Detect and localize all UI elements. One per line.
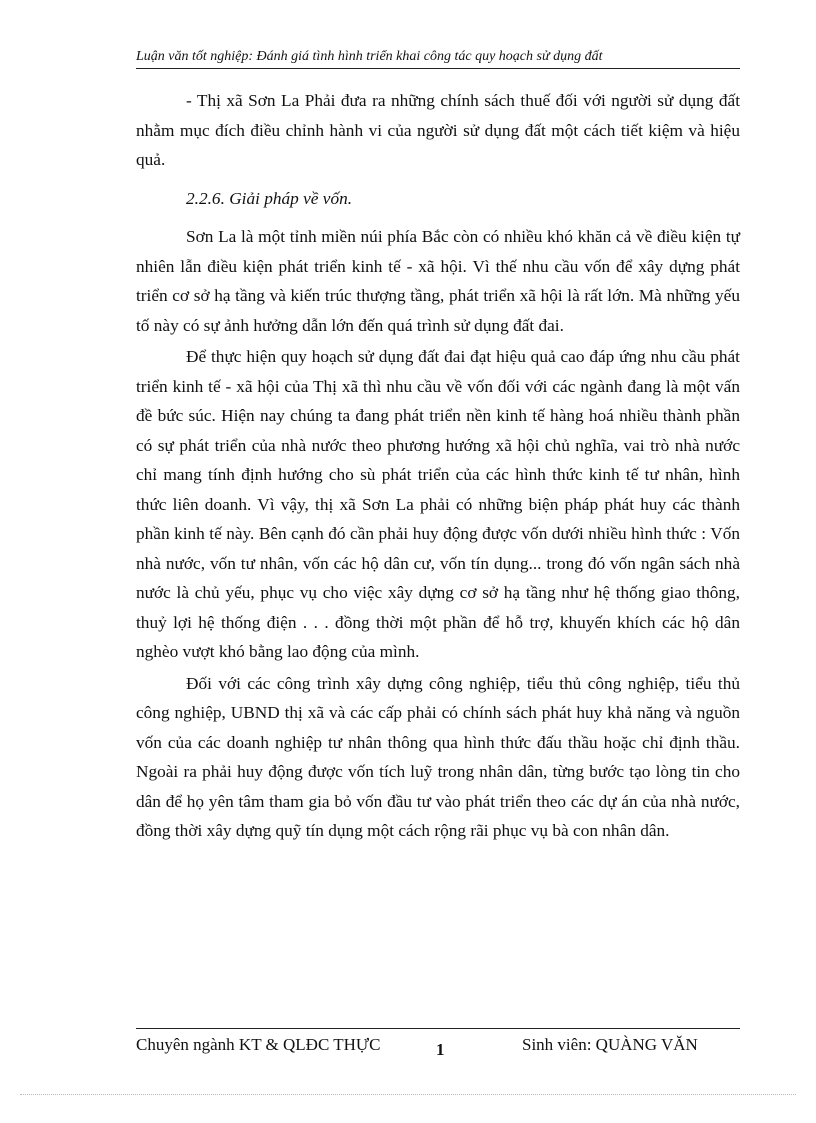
- footer-divider: [136, 1028, 740, 1029]
- paragraph-capital-needs: Sơn La là một tỉnh miền núi phía Bắc còn có nhiều khó khăn cả về điều kiện tự nhiên lẫn điều kiện phát triển kinh tế - xã hội. Vì thế nhu cầu vốn để xây dựng phát triển cơ sở hạ tầng và kiến trúc thượng tầng, phát triển xã hội là rất lớn. Mà những yếu tố này có sự ảnh hưởng dẫn lớn đến quá trình sử dụng đất đai.: [136, 227, 740, 335]
- paragraph-investment: Đối với các công trình xây dựng công nghiệp, tiểu thủ công nghiệp, tiểu thủ công nghiệp, UBND thị xã và các cấp phải có chính sách phát huy khả năng và nguồn vốn của các doanh nghiệp tư nhân thông qua hình thức đấu thầu hoặc chỉ định thầu. Ngoài ra phải huy động được vốn tích luỹ trong nhân dân, từng bước tạo lòng tin cho dân để họ yên tâm tham gia bỏ vốn đầu tư vào phát triển theo các dự án của nhà nước, đồng thời xây dựng quỹ tín dụng một cách rộng rãi phục vụ bà con nhân dân.: [136, 673, 740, 840]
- running-header: Luận văn tốt nghiệp: Đánh giá tình hình triển khai công tác quy hoạch sử dụng đất: [136, 48, 740, 69]
- paragraph-capital-sources: Để thực hiện quy hoạch sử dụng đất đai đạt hiệu quả cao đáp ứng nhu cầu phát triển kinh tế - xã hội của Thị xã thì nhu cầu về vốn đối với các ngành đang là một vấn đề bức súc. Hiện nay chúng ta đang phát triển nền kinh tế hàng hoá nhiều thành phần có sự phát triển của nhà nước theo phương hướng xã hội chủ nghĩa, vai trò nhà nước chỉ mang tính định hướng cho sù phát triển của các hình thức kinh tế tư nhân, hình thức liên doanh. Vì vậy, thị xã Sơn La phải có những biện pháp phát huy các thành phần kinh tế này. Bên cạnh đó cần phải huy động được vốn dưới nhiều hình thức : Vốn nhà nước, vốn tư nhân, vốn các hộ dân cư, vốn tín dụng... trong đó vốn ngân sách nhà nước là chủ yếu, phục vụ cho việc xây dựng cơ sở hạ tầng như hệ thống giao thông, thuỷ lợi hệ thống điện . . . đồng thời một phần để hỗ trợ, khuyến khích các hộ dân nghèo vượt khó bằng lao động của mình.: [136, 347, 740, 661]
- footer-major: Chuyên ngành KT & QLĐC THỰC: [136, 1035, 381, 1054]
- page-edge-dotted-line: [20, 1094, 796, 1095]
- page-number: 1: [436, 1040, 445, 1059]
- section-heading: 2.2.6. Giải pháp về vốn.: [186, 188, 353, 208]
- footer-student: Sinh viên: QUÀNG VĂN: [522, 1035, 698, 1054]
- paragraph-tax-policy: - Thị xã Sơn La Phải đưa ra những chính sách thuế đối với người sử dụng đất nhằm mục đích điều chỉnh hành vi của người sử dụng đất một cách tiết kiệm và hiệu quả.: [136, 91, 740, 169]
- page-body: [136, 86, 740, 848]
